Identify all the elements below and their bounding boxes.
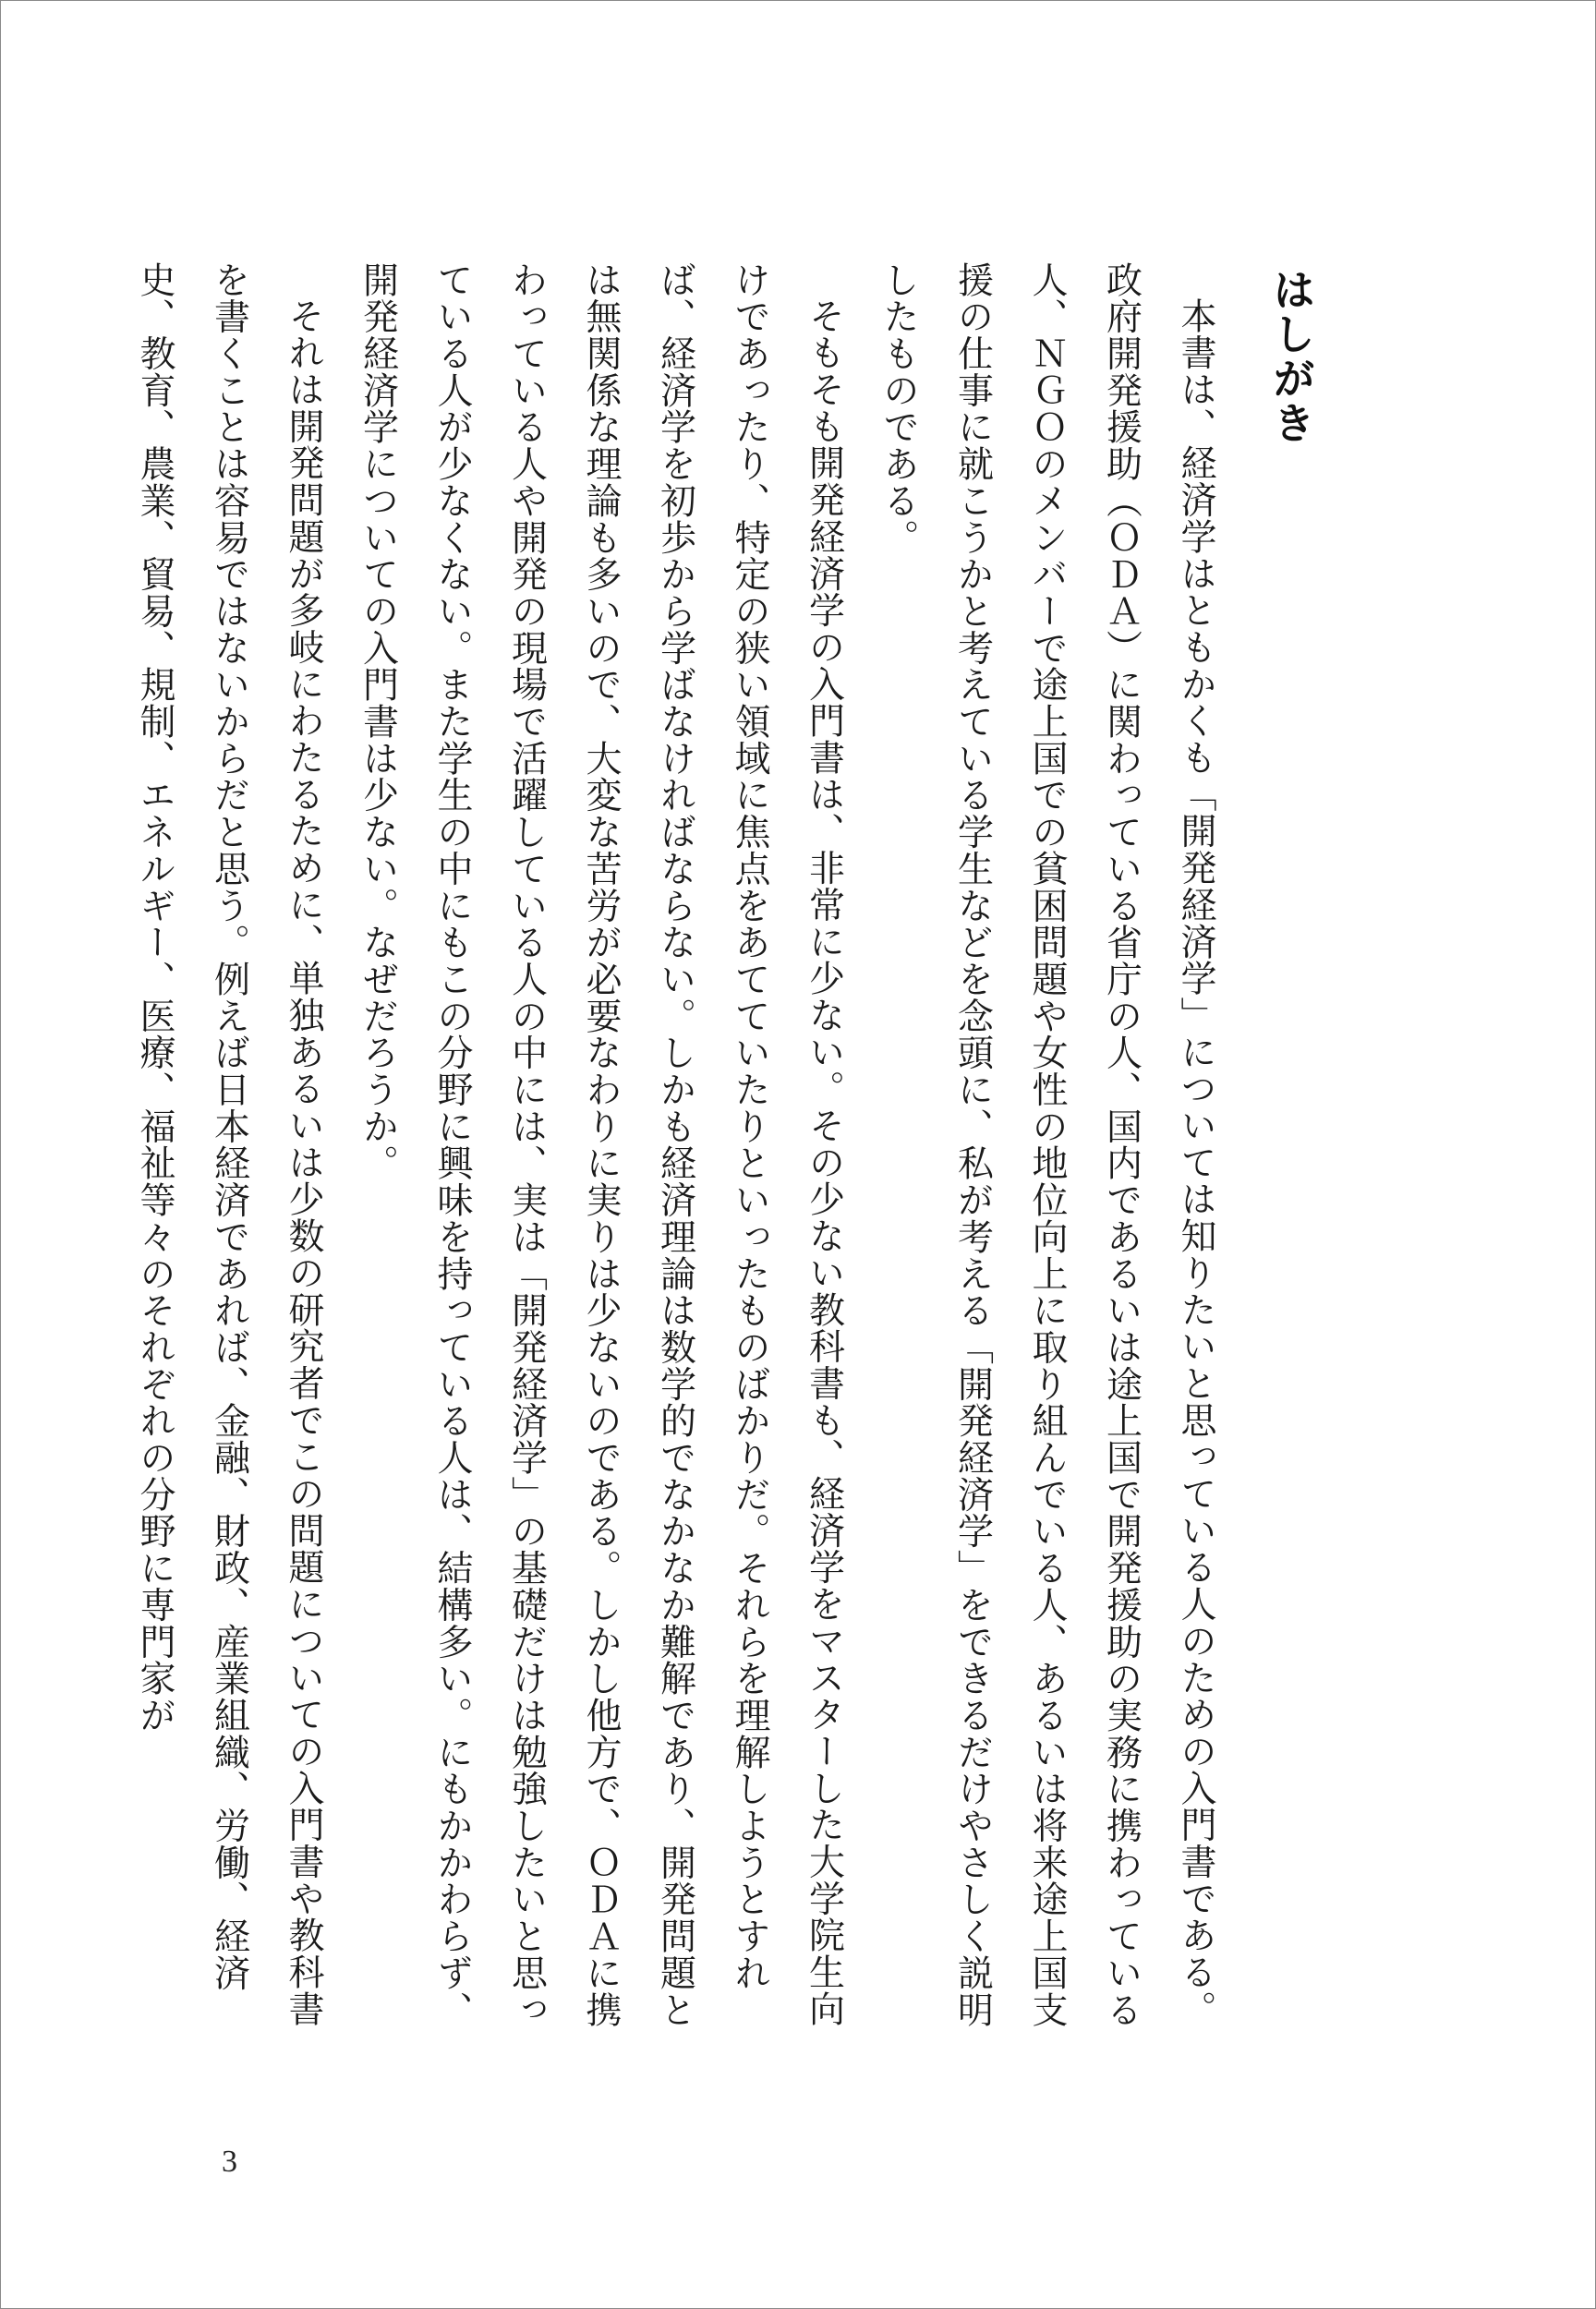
paragraph-textbooks: そもそも開発経済学の入門書は、非常に少ない。その少ない教科書も、経済学をマスターした大学院生向けであったり、特定の狭い領域に焦点をあてていたりといったものばかりだ。それらを理解しようとすれば、経済学を初歩から学ばなければならない。しかも経済理論は数学的でなかなか難解であり、開発問題とは無関係な理論も多いので、大変な苦労が必要なわりに実りは少ないのである。しかし他方で、ＯＤＡに携わっている人や開発の現場で活躍している人の中には、実は「開発経済学」の基礎だけは勉強したいと思っている人が少なくない。また学生の中にもこの分野に興味を持っている人は、結構多い。にもかかわらず、開発経済学についての入門書は少ない。なぜだろうか。 (357, 261, 845, 2028)
page-number: 3 (222, 2145, 237, 2179)
page-heading: はしがき (1266, 268, 1317, 445)
paragraph-intro: 本書は、経済学はともかくも「開発経済学」については知りたいと思っている人のための入門書である。政府開発援助（ＯＤＡ）に関わっている省庁の人、国内であるいは途上国で開発援助の実務に携わっている人、ＮＧＯのメンバーで途上国での貧困問題や女性の地位向上に取り組んでいる人、あるいは将来途上国支援の仕事に就こうかと考えている学生などを念頭に、私が考える「開発経済学」をできるだけやさしく説明したものである。 (877, 261, 1216, 2028)
body-text (31, 261, 1232, 2062)
paragraph-reason: それは開発問題が多岐にわたるために、単独あるいは少数の研究者でこの問題についての入門書や教科書を書くことは容易ではないからだと思う。例えば日本経済であれば、金融、財政、産業組織、労働、経済史、教育、農業、貿易、規制、エネルギー、医療、福祉等々のそれぞれの分野に専門家が (134, 261, 324, 2027)
